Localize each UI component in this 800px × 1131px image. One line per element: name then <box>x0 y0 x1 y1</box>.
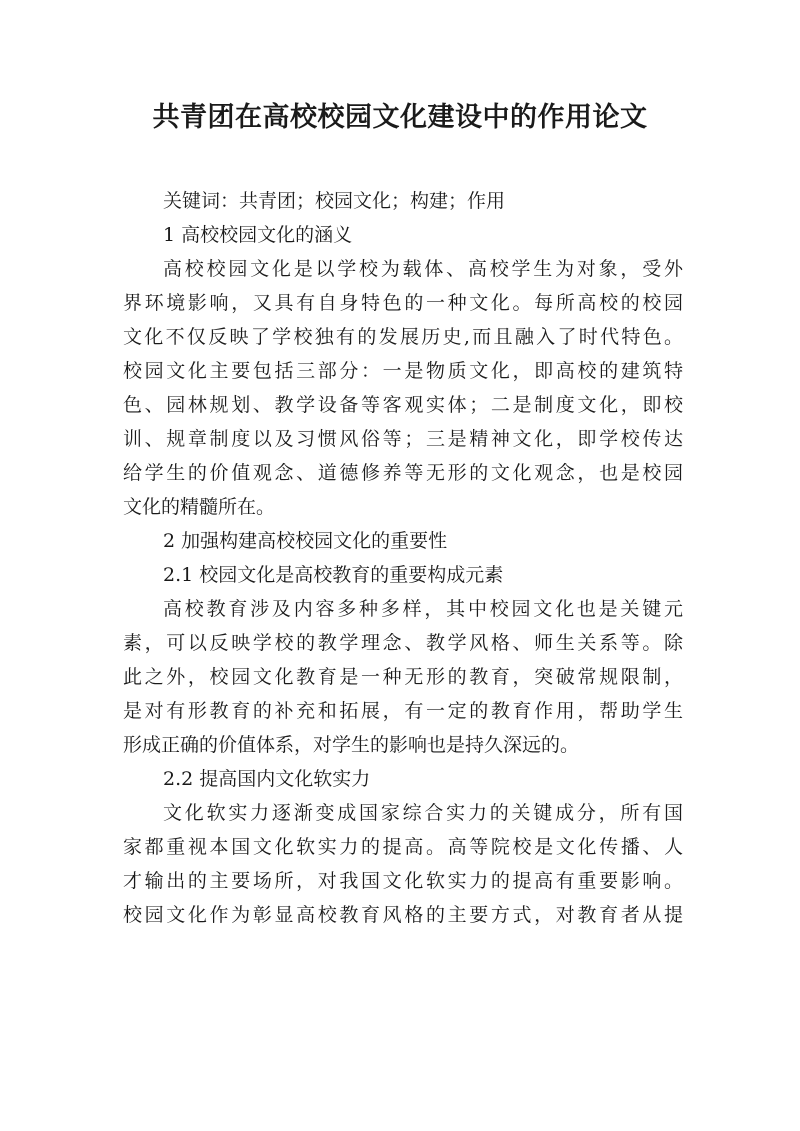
document-title: 共青团在高校校园文化建设中的作用论文 <box>152 102 648 133</box>
document-body <box>123 184 683 932</box>
paragraph-line: 训、规章制度以及习惯风俗等；三是精神文化，即学校传达 <box>123 428 683 450</box>
section-heading-1: 1 高校校园文化的涵义 <box>163 224 353 246</box>
paragraph-line: 才输出的主要场所，对我国文化软实力的提高有重要影响。 <box>123 870 683 892</box>
subsection-heading-2-2: 2.2 提高国内文化软实力 <box>163 768 371 790</box>
subsection-heading-2-1: 2.1 校园文化是高校教育的重要构成元素 <box>163 564 504 586</box>
paragraph-line: 高校教育涉及内容多种多样，其中校园文化也是关键元 <box>163 598 683 620</box>
paragraph-line: 是对有形教育的补充和拓展，有一定的教育作用，帮助学生 <box>123 700 683 722</box>
paragraph-line: 形成正确的价值体系，对学生的影响也是持久深远的。 <box>123 734 580 756</box>
section-heading-2: 2 加强构建高校校园文化的重要性 <box>163 530 448 552</box>
paragraph-line: 给学生的价值观念、道德修养等无形的文化观念，也是校园 <box>123 462 683 484</box>
keywords-line: 关键词：共青团；校园文化；构建；作用 <box>163 190 506 212</box>
paragraph-line: 文化软实力逐渐变成国家综合实力的关键成分，所有国 <box>163 802 683 824</box>
paragraph-line: 校园文化作为彰显高校教育风格的主要方式，对教育者从提 <box>123 904 683 926</box>
paragraph-line: 界环境影响，又具有自身特色的一种文化。每所高校的校园 <box>123 292 683 314</box>
paragraph-line: 文化的精髓所在。 <box>123 496 276 518</box>
paragraph-line: 校园文化主要包括三部分：一是物质文化，即高校的建筑特 <box>123 360 683 382</box>
paragraph-line: 素，可以反映学校的教学理念、教学风格、师生关系等。除 <box>123 632 683 654</box>
paragraph-line: 高校校园文化是以学校为载体、高校学生为对象，受外 <box>163 258 683 280</box>
paragraph-line: 色、园林规划、教学设备等客观实体；二是制度文化，即校 <box>123 394 683 416</box>
paragraph-line: 此之外，校园文化教育是一种无形的教育，突破常规限制， <box>123 666 683 688</box>
paragraph-line: 家都重视本国文化软实力的提高。高等院校是文化传播、人 <box>123 836 683 858</box>
paragraph-line: 文化不仅反映了学校独有的发展历史,而且融入了时代特色。 <box>123 326 683 348</box>
